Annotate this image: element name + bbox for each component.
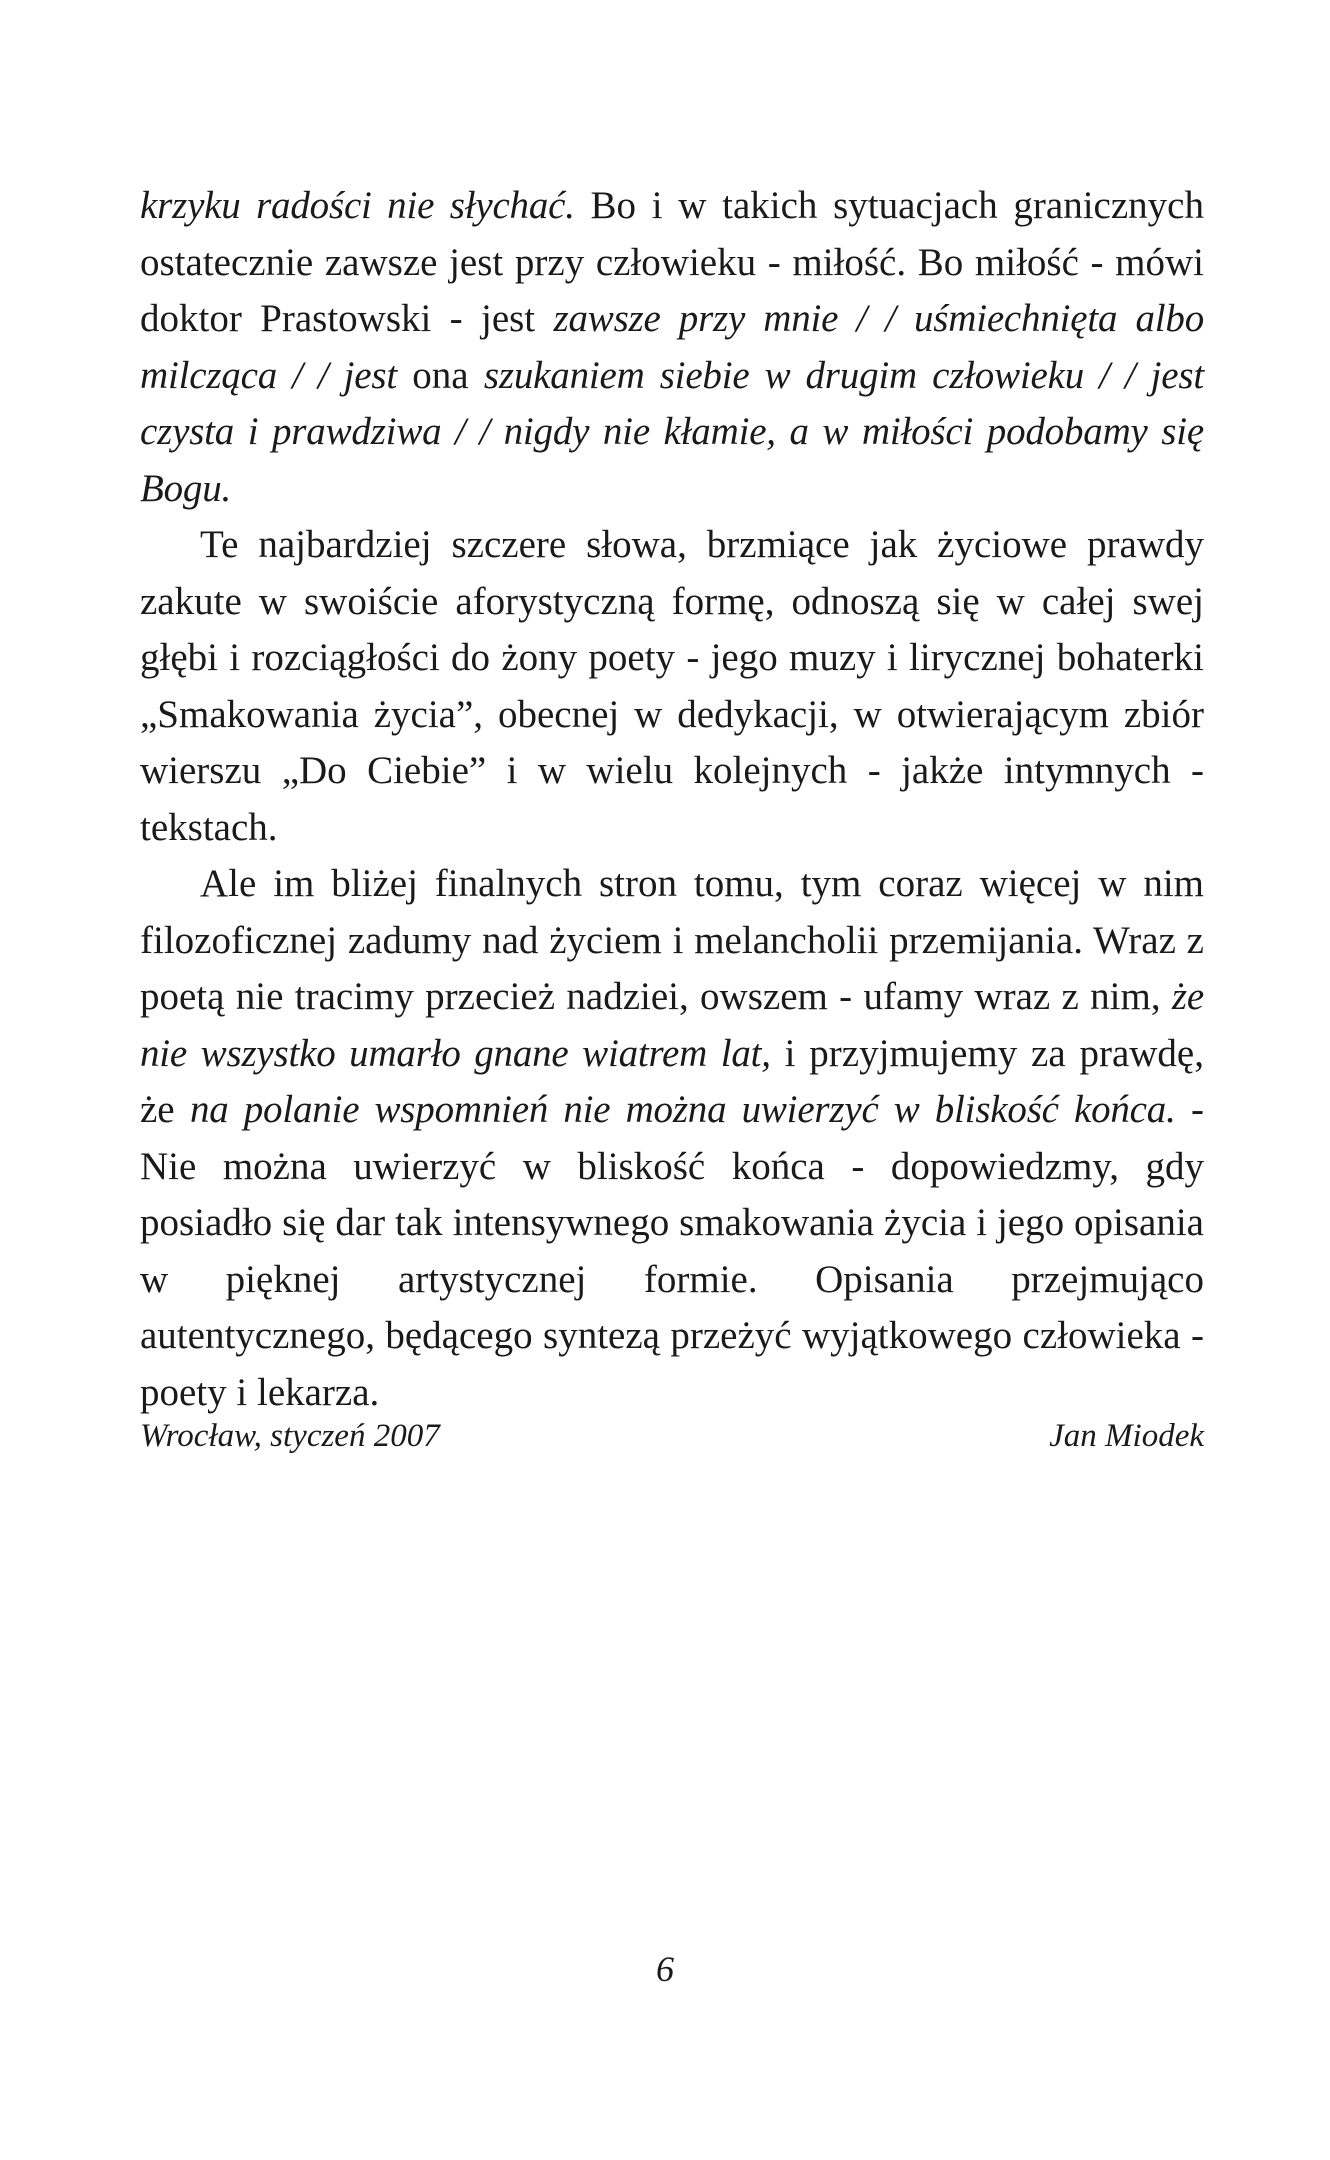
body-text: [140, 178, 1204, 1421]
author-name: Jan Miodek: [1049, 1418, 1204, 1454]
text-segment: ona: [396, 353, 484, 397]
text-segment: i przyjmujemy za prawdę, że: [140, 1031, 1204, 1131]
page-number: 6: [656, 1949, 674, 1989]
paragraph-2: [140, 517, 1204, 856]
quote-segment: na polanie wspomnień nie można uwierzyć w bliskość końca.: [189, 1088, 1176, 1131]
text-segment: Te najbardziej szczere słowa, brzmiące jak życiowe prawdy zakute w swoiście aforystyczną formę, odnoszą się w całej swej głębi i rozciągłości do żony poety - jego muzy i lirycznej bohaterki „Smakowania życia”, obecnej w dedykacji, w otwierającym zbiór wierszu „Do Ciebie” i w wielu kolejnych - jakże intymnych - tekstach.: [140, 523, 1204, 849]
text-segment: - Nie można uwierzyć w bliskość końca - dopowiedzmy, gdy posiadło się dar tak intensywnego smakowania życia i jego opisania w pięknej artystycznej formie. Opisania przejmująco autentycznego, będącego syntezą przeżyć wyjątkowego człowieka - poety i lekarza.: [140, 1088, 1204, 1414]
quote-segment: że nie wszystko umarło gnane wiatrem lat,: [140, 975, 1204, 1075]
quote-segment: szukaniem siebie w drugim człowieku / / jest czysta i prawdziwa / / nigdy nie kłamie, a w miłości podobamy się Bogu.: [140, 353, 1205, 510]
paragraph-3: [140, 856, 1204, 1421]
quote-segment: zawsze przy mnie / / uśmiechnięta albo milcząca / / jest: [140, 297, 1204, 397]
quote-segment: krzyku radości nie słychać.: [140, 184, 575, 227]
signature-row: [140, 1418, 1204, 1468]
paragraph-1: [140, 178, 1204, 517]
text-segment: Ale im bliżej finalnych stron tomu, tym coraz więcej w nim filozoficznej zadumy nad życiem i melancholii przemijania. Wraz z poetą nie tracimy przecież nadziei, owszem - ufamy wraz z nim,: [140, 862, 1204, 1018]
place-date: Wrocław, styczeń 2007: [140, 1418, 440, 1454]
text-segment: Bo i w takich sytuacjach granicznych ostatecznie zawsze jest przy człowieku - miłość. Bo miłość - mówi doktor Prastowski - jest: [140, 184, 1204, 340]
